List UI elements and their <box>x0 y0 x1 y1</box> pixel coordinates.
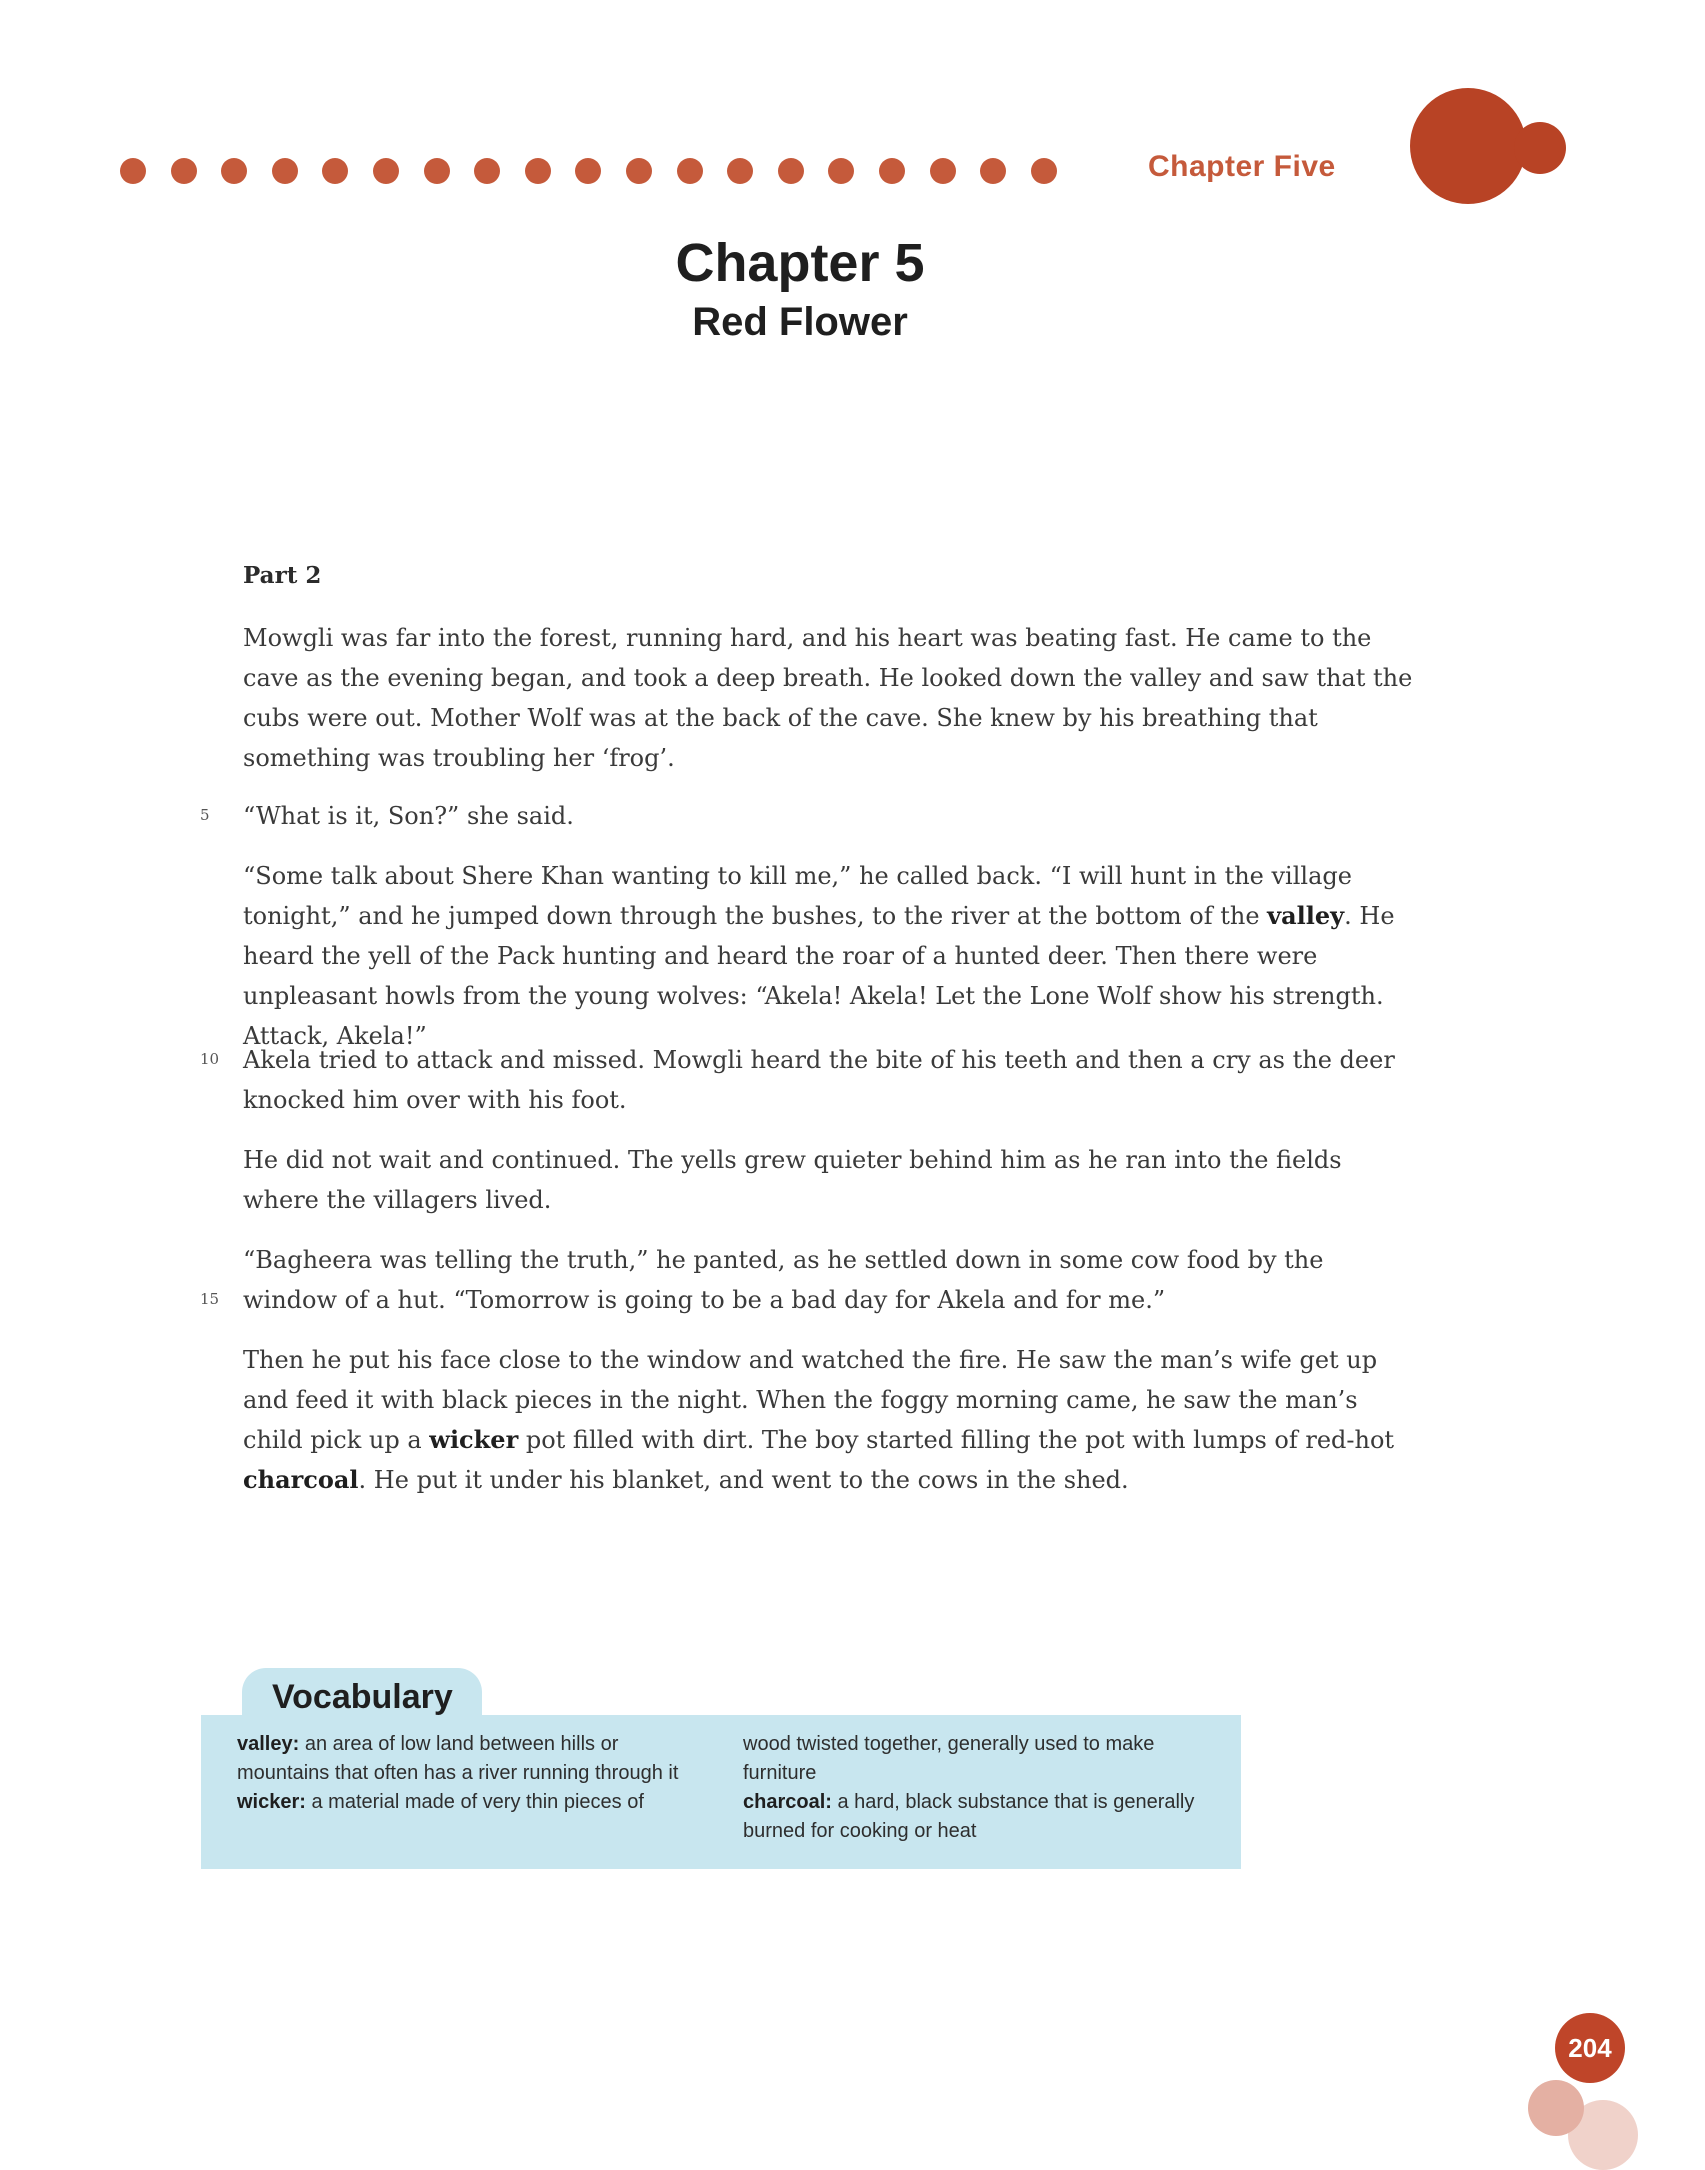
vocab-word-valley: valley <box>1267 901 1345 930</box>
vocab-entry-wicker-continued: wood twisted together, generally used to make furniture <box>743 1733 1155 1784</box>
decorative-dot <box>626 158 652 184</box>
decorative-circle <box>1528 2080 1584 2136</box>
decorative-dot <box>1031 158 1057 184</box>
decorative-dot <box>778 158 804 184</box>
page-number: 204 <box>1568 2033 1612 2063</box>
paragraph-7: Then he put his face close to the window and watched the fire. He saw the man’s wife get up and feed it with black pieces in the night. When the foggy morning came, he saw the man’s child pick up a wicker pot filled with dirt. The boy started filling the pot with lumps of red-hot charcoal. He put it under his blanket, and went to the cows in the shed. <box>243 1346 1395 1494</box>
decorative-dot <box>373 158 399 184</box>
vocab-word-wicker: wicker <box>429 1425 519 1454</box>
paragraph-2: “What is it, Son?” she said. <box>243 802 574 830</box>
decorative-dot <box>272 158 298 184</box>
paragraph-5: He did not wait and continued. The yells grew quieter behind him as he ran into the fields where the villagers lived. <box>243 1146 1342 1214</box>
decorative-blob-large <box>1410 88 1526 204</box>
decorative-dot <box>171 158 197 184</box>
vocab-entry-valley: valley: an area of low land between hills or mountains that often has a river running through it <box>237 1733 679 1784</box>
paragraph-6: “Bagheera was telling the truth,” he panted, as he settled down in some cow food by the window of a hut. “Tomorrow is going to be a bad day for Akela and for me.” <box>243 1246 1324 1314</box>
chapter-subtitle: Red Flower <box>692 300 908 345</box>
chapter-title: Chapter 5 <box>675 233 925 293</box>
part-label: Part 2 <box>243 562 322 589</box>
title-block <box>0 232 1600 346</box>
decorative-dot <box>677 158 703 184</box>
line-number: 10 <box>200 1050 220 1068</box>
decorative-dot <box>980 158 1006 184</box>
paragraph-1: Mowgli was far into the forest, running hard, and his heart was beating fast. He came to the cave as the evening began, and took a deep breath. He looked down the valley and saw that the cubs were out. Mother Wolf was at the back of the cave. She knew by his breathing that something was troubling her ‘frog’. <box>243 624 1413 772</box>
blob-top-crop <box>1400 60 1580 88</box>
vocab-entry-charcoal: charcoal: a hard, black substance that is generally burned for cooking or heat <box>743 1791 1195 1842</box>
decorative-dot-row <box>120 155 1060 185</box>
vocabulary-title: Vocabulary <box>272 1678 453 1716</box>
decorative-dot <box>727 158 753 184</box>
paragraph-3: “Some talk about Shere Khan wanting to kill me,” he called back. “I will hunt in the village tonight,” and he jumped down through the bushes, to the river at the bottom of the valley. He heard the yell of the Pack hunting and heard the roar of a hunted deer. Then there were unpleasant howls from the young wolves: “Akela! Akela! Let the Lone Wolf show his strength. Attack, Akela!” <box>243 862 1395 1050</box>
decorative-dot <box>575 158 601 184</box>
decorative-dot <box>474 158 500 184</box>
vocab-entry-wicker: wicker: a material made of very thin pieces of <box>237 1791 644 1813</box>
decorative-dot <box>221 158 247 184</box>
decorative-dot <box>930 158 956 184</box>
vocabulary-column-right <box>743 1730 1213 1846</box>
running-chapter-title: Chapter Five <box>1148 150 1336 183</box>
decorative-blob-small <box>1514 122 1566 174</box>
vocabulary-column-left <box>237 1730 707 1817</box>
decorative-dot <box>879 158 905 184</box>
line-number: 5 <box>200 806 210 824</box>
decorative-dot <box>120 158 146 184</box>
vocab-word-charcoal: charcoal <box>243 1465 359 1494</box>
decorative-dot <box>525 158 551 184</box>
decorative-dot <box>424 158 450 184</box>
paragraph-4: Akela tried to attack and missed. Mowgli heard the bite of his teeth and then a cry as the deer knocked him over with his foot. <box>243 1046 1395 1114</box>
decorative-dot <box>828 158 854 184</box>
decorative-dot <box>322 158 348 184</box>
line-number: 15 <box>200 1290 220 1308</box>
